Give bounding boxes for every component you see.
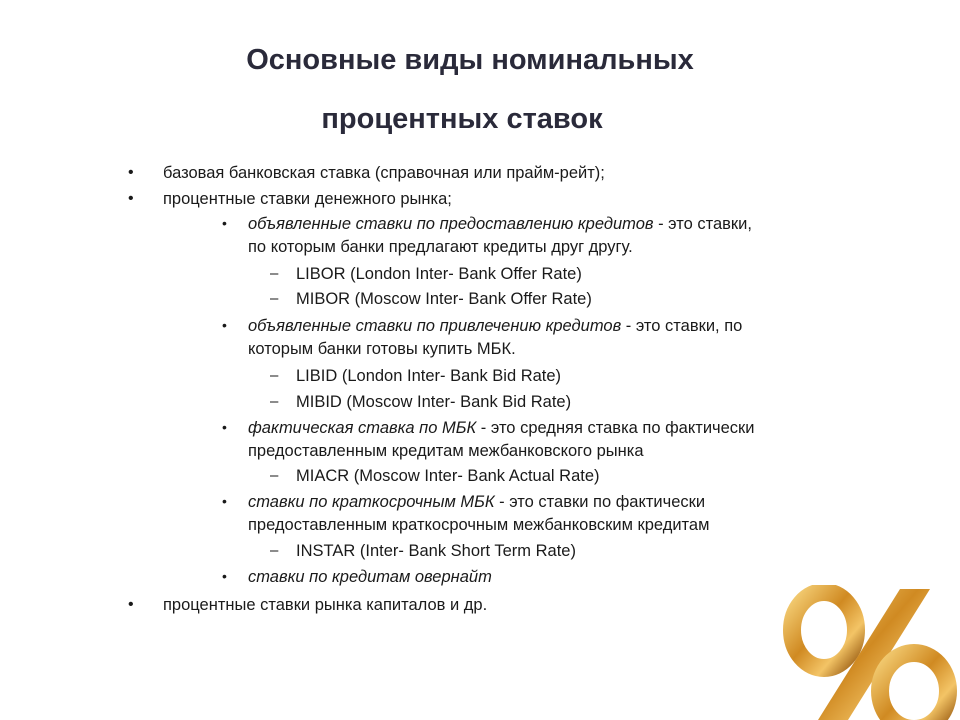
percent-ring-lower — [880, 653, 948, 720]
bullet-marker: • — [222, 317, 227, 333]
bullet-marker: • — [128, 596, 134, 613]
slide-title-line-1: Основные виды номинальных — [246, 44, 694, 76]
list-item — [248, 417, 848, 463]
definition: по которым банки предлагают кредиты друг другу. — [248, 238, 633, 256]
term: объявленные ставки по предоставлению кредитов — [248, 215, 654, 233]
dash-marker: – — [270, 265, 279, 282]
list-item: INSTAR (Inter- Bank Short Term Rate) — [296, 542, 576, 560]
list-item: MIBID (Moscow Inter- Bank Bid Rate) — [296, 393, 572, 411]
definition: предоставленным кредитам межбанковского рынка — [248, 442, 644, 460]
list-item — [248, 491, 848, 537]
definition: предоставленным краткосрочным межбанковским кредитам — [248, 516, 710, 534]
list-item: процентные ставки денежного рынка; — [163, 190, 452, 208]
dash-marker: – — [270, 542, 279, 559]
definition: - это ставки по фактически — [494, 493, 706, 511]
list-item: процентные ставки рынка капиталов и др. — [163, 596, 488, 614]
dash-marker: – — [270, 467, 279, 484]
term: ставки по краткосрочным МБК — [248, 493, 495, 511]
definition: которым банки готовы купить МБК. — [248, 340, 516, 358]
bullet-marker: • — [222, 419, 227, 435]
slide-title-line-2: процентных ставок — [321, 103, 603, 135]
bullet-marker: • — [222, 568, 227, 584]
term: фактическая ставка по МБК — [248, 419, 477, 437]
list-item — [248, 213, 848, 259]
list-item: MIBOR (Moscow Inter- Bank Offer Rate) — [296, 290, 592, 308]
definition: - это средняя ставка по фактически — [476, 419, 755, 437]
bullet-marker: • — [222, 493, 227, 509]
term: объявленные ставки по привлечению кредитов — [248, 317, 622, 335]
bullet-marker: • — [128, 190, 134, 207]
definition: - это ставки, — [653, 215, 752, 233]
list-item: LIBOR (London Inter- Bank Offer Rate) — [296, 265, 582, 283]
dash-marker: – — [270, 367, 279, 384]
bullet-marker: • — [222, 215, 227, 231]
percent-ring-upper — [792, 592, 856, 668]
list-item: ставки по кредитам овернайт — [248, 568, 492, 586]
definition: - это ставки, по — [621, 317, 743, 335]
bullet-marker: • — [128, 164, 134, 181]
list-item — [248, 315, 848, 361]
percent-sign-icon — [782, 585, 960, 720]
dash-marker: – — [270, 290, 279, 307]
list-item: базовая банковская ставка (справочная или прайм-рейт); — [163, 164, 605, 182]
list-item: LIBID (London Inter- Bank Bid Rate) — [296, 367, 562, 385]
dash-marker: – — [270, 393, 279, 410]
list-item: MIACR (Moscow Inter- Bank Actual Rate) — [296, 467, 600, 485]
